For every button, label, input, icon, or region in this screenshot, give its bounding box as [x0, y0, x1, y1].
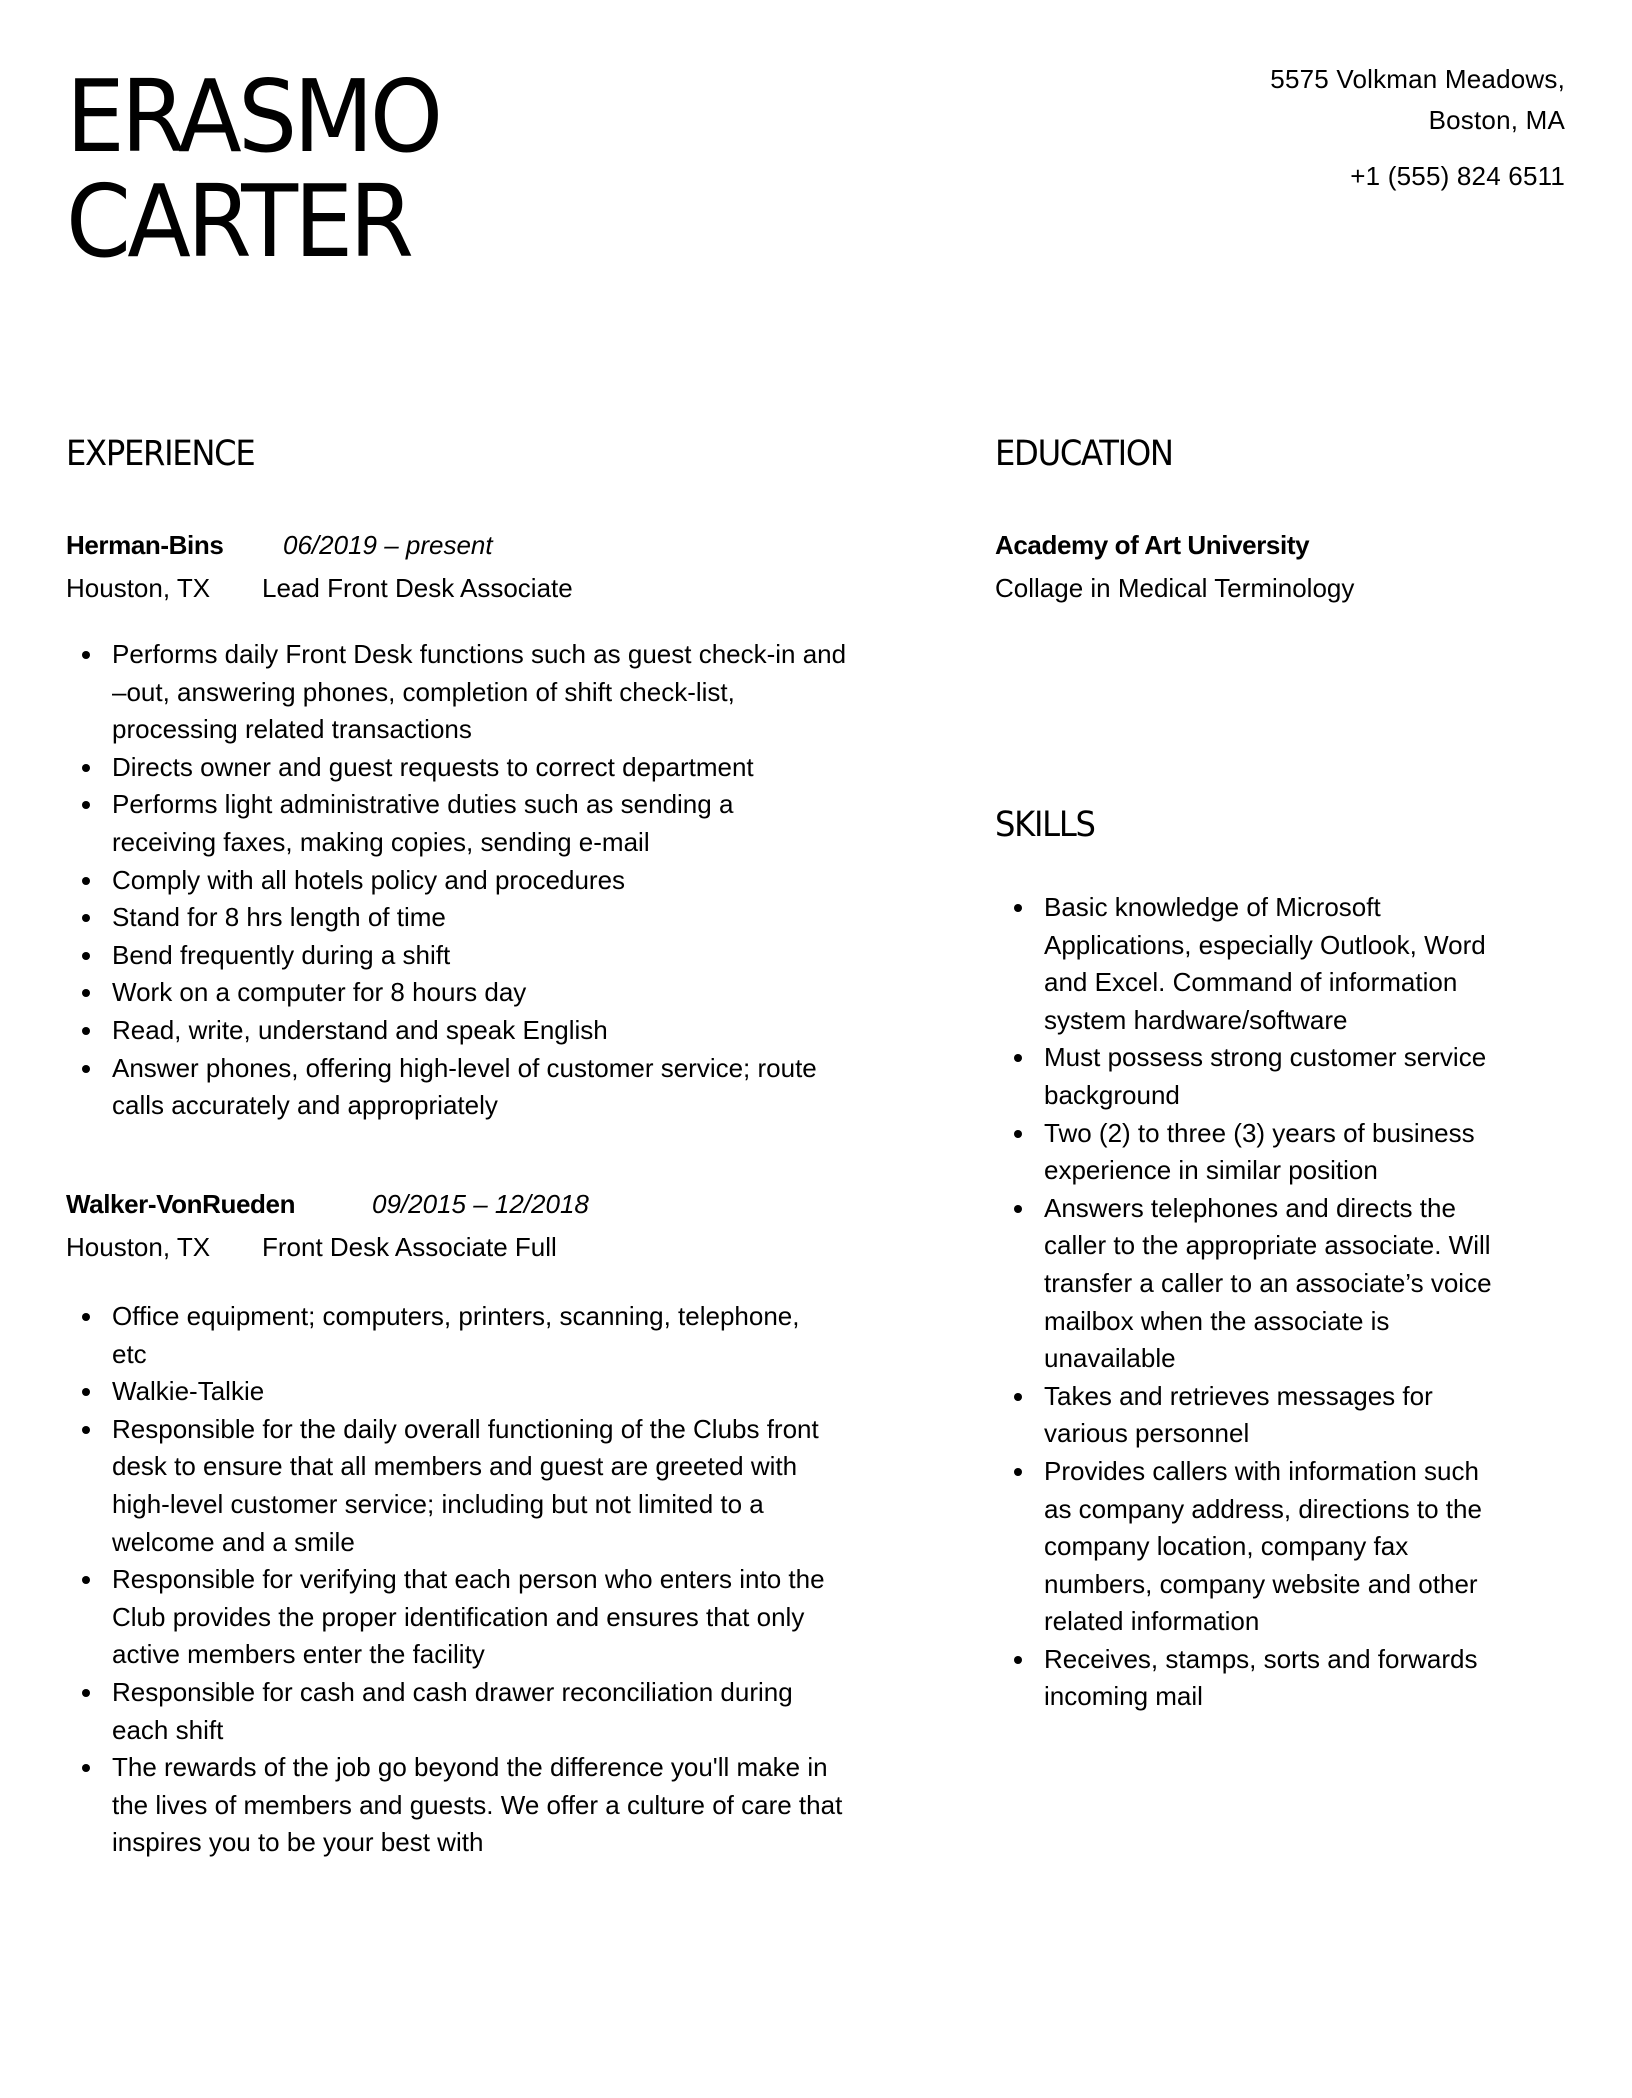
education-heading: EDUCATION	[995, 434, 1173, 474]
bullet-text-line: receiving faxes, making copies, sending e-mail	[112, 826, 650, 857]
bullet-text-line: Responsible for cash and cash drawer reconciliation during	[112, 1676, 793, 1707]
bullet-text-line: Answers telephones and directs the	[1044, 1192, 1456, 1223]
job-title: Lead Front Desk Associate	[262, 573, 573, 603]
bullet-text-line: processing related transactions	[112, 714, 472, 745]
bullet-text-line: Provides callers with information such	[1044, 1455, 1479, 1486]
bullet-text-line: Performs daily Front Desk functions such as guest check-in and	[112, 639, 847, 669]
bullet-text-line: Bend frequently during a shift	[112, 939, 451, 970]
job-title: Front Desk Associate Full	[262, 1232, 557, 1262]
bullet-text-line: Directs owner and guest requests to correct department	[112, 751, 754, 782]
bullet-dot-icon	[82, 914, 90, 922]
bullet-dot-icon	[1014, 1205, 1022, 1213]
bullet-item	[112, 1674, 842, 1749]
bullet-text-line: and Excel. Command of information	[1044, 967, 1458, 998]
bullet-text-line: Answer phones, offering high-level of customer service; route	[112, 1052, 817, 1083]
bullet-text-line: incoming mail	[1044, 1681, 1203, 1712]
job-company: Herman-Bins	[66, 530, 224, 560]
bullet-item	[112, 786, 846, 861]
bullet-text-line: desk to ensure that all members and guest are greeted with	[112, 1451, 798, 1482]
job-location: Houston, TX	[66, 573, 211, 603]
bullet-text-line: Basic knowledge of Microsoft	[1044, 892, 1381, 922]
bullet-text-line: Two (2) to three (3) years of business	[1044, 1117, 1475, 1148]
bullet-text-line: transfer a caller to an associate’s voice	[1044, 1267, 1492, 1298]
bullet-dot-icon	[82, 801, 90, 809]
bullet-item	[1044, 1453, 1492, 1641]
address-line-1: 5575 Volkman Meadows,	[1270, 64, 1565, 94]
bullet-dot-icon	[82, 989, 90, 997]
bullet-item	[112, 636, 846, 749]
education-degree: Collage in Medical Terminology	[995, 573, 1355, 603]
job-dates: 06/2019 – present	[283, 530, 493, 560]
phone-number: +1 (555) 824 6511	[1350, 161, 1565, 191]
bullet-dot-icon	[1014, 1656, 1022, 1664]
bullet-text-line: –out, answering phones, completion of shift check-list,	[112, 676, 735, 707]
bullet-dot-icon	[82, 952, 90, 960]
bullet-dot-icon	[82, 651, 90, 659]
bullet-dot-icon	[1014, 904, 1022, 912]
bullet-item	[112, 937, 846, 975]
bullet-item	[112, 1298, 842, 1373]
bullet-text-line: Office equipment; computers, printers, scanning, telephone,	[112, 1301, 800, 1331]
bullet-text-line: Work on a computer for 8 hours day	[112, 977, 527, 1008]
address-line-2: Boston, MA	[1428, 105, 1565, 135]
bullet-item	[112, 1561, 842, 1674]
experience-heading: EXPERIENCE	[66, 434, 255, 474]
first-name: ERASMO	[66, 58, 440, 175]
bullet-text-line: Comply with all hotels policy and procedures	[112, 864, 626, 895]
bullet-item	[112, 974, 846, 1012]
bullet-text-line: Read, write, understand and speak English	[112, 1014, 608, 1045]
bullet-dot-icon	[82, 1689, 90, 1697]
bullet-text-line: experience in similar position	[1044, 1155, 1378, 1186]
bullet-dot-icon	[82, 764, 90, 772]
bullet-text-line: company location, company fax	[1044, 1531, 1409, 1562]
bullet-dot-icon	[1014, 1054, 1022, 1062]
bullet-dot-icon	[82, 1388, 90, 1396]
bullet-text-line: active members enter the facility	[112, 1639, 485, 1670]
bullet-text-line: caller to the appropriate associate. Will	[1044, 1230, 1491, 1261]
bullet-text-line: welcome and a smile	[112, 1526, 355, 1557]
job-location: Houston, TX	[66, 1232, 211, 1262]
bullet-text-line: Applications, especially Outlook, Word	[1044, 929, 1486, 960]
bullet-text-line: The rewards of the job go beyond the difference you'll make in	[112, 1752, 828, 1783]
bullet-text-line: mailbox when the associate is	[1044, 1305, 1390, 1336]
bullet-item	[112, 862, 846, 900]
bullet-text-line: Responsible for verifying that each person who enters into the	[112, 1564, 825, 1595]
bullet-text-line: system hardware/software	[1044, 1004, 1348, 1035]
bullet-dot-icon	[82, 1576, 90, 1584]
bullet-item	[1044, 1641, 1492, 1716]
bullet-item	[112, 899, 846, 937]
bullet-dot-icon	[1014, 1393, 1022, 1401]
bullet-dot-icon	[82, 1065, 90, 1073]
bullet-text-line: Walkie-Talkie	[112, 1376, 265, 1407]
bullet-dot-icon	[82, 1027, 90, 1035]
job-bullets	[112, 1298, 842, 1862]
bullet-text-line: as company address, directions to the	[1044, 1493, 1482, 1524]
bullet-text-line: Takes and retrieves messages for	[1044, 1380, 1433, 1411]
bullet-text-line: each shift	[112, 1714, 224, 1745]
bullet-text-line: unavailable	[1044, 1343, 1176, 1374]
bullet-dot-icon	[82, 877, 90, 885]
bullet-text-line: the lives of members and guests. We offer a culture of care that	[112, 1789, 843, 1820]
bullet-text-line: Performs light administrative duties such as sending a	[112, 789, 734, 820]
bullet-dot-icon	[82, 1313, 90, 1321]
bullet-text-line: inspires you to be your best with	[112, 1827, 484, 1858]
bullet-dot-icon	[1014, 1468, 1022, 1476]
bullet-text-line: calls accurately and appropriately	[112, 1090, 498, 1121]
bullet-item	[1044, 1378, 1492, 1453]
education-school: Academy of Art University	[995, 530, 1310, 560]
bullet-item	[112, 1373, 842, 1411]
job-company: Walker-VonRueden	[66, 1189, 296, 1219]
skills-heading: SKILLS	[995, 805, 1095, 845]
bullet-text-line: numbers, company website and other	[1044, 1568, 1478, 1599]
bullet-text-line: Must possess strong customer service	[1044, 1042, 1487, 1073]
bullet-item	[1044, 889, 1492, 1039]
bullet-item	[1044, 1115, 1492, 1190]
bullet-item	[112, 1012, 846, 1050]
bullet-dot-icon	[82, 1764, 90, 1772]
bullet-text-line: various personnel	[1044, 1418, 1250, 1449]
bullet-text-line: Responsible for the daily overall functioning of the Clubs front	[112, 1413, 819, 1444]
bullet-text-line: Club provides the proper identification and ensures that only	[112, 1601, 805, 1632]
bullet-text-line: etc	[112, 1338, 147, 1369]
bullet-item	[112, 1411, 842, 1561]
job-bullets	[112, 636, 846, 1125]
bullet-item	[112, 1050, 846, 1125]
bullet-text-line: Stand for 8 hrs length of time	[112, 902, 446, 933]
job-dates: 09/2015 – 12/2018	[372, 1189, 589, 1219]
bullet-dot-icon	[1014, 1130, 1022, 1138]
bullet-text-line: high-level customer service; including but not limited to a	[112, 1488, 764, 1519]
skills-bullets	[1044, 889, 1492, 1716]
bullet-dot-icon	[82, 1426, 90, 1434]
last-name: CARTER	[66, 163, 411, 280]
bullet-text-line: background	[1044, 1079, 1180, 1110]
bullet-item	[1044, 1039, 1492, 1114]
bullet-item	[112, 1749, 842, 1862]
bullet-item	[1044, 1190, 1492, 1378]
bullet-text-line: Receives, stamps, sorts and forwards	[1044, 1643, 1478, 1674]
bullet-item	[112, 749, 846, 787]
bullet-text-line: related information	[1044, 1606, 1260, 1637]
